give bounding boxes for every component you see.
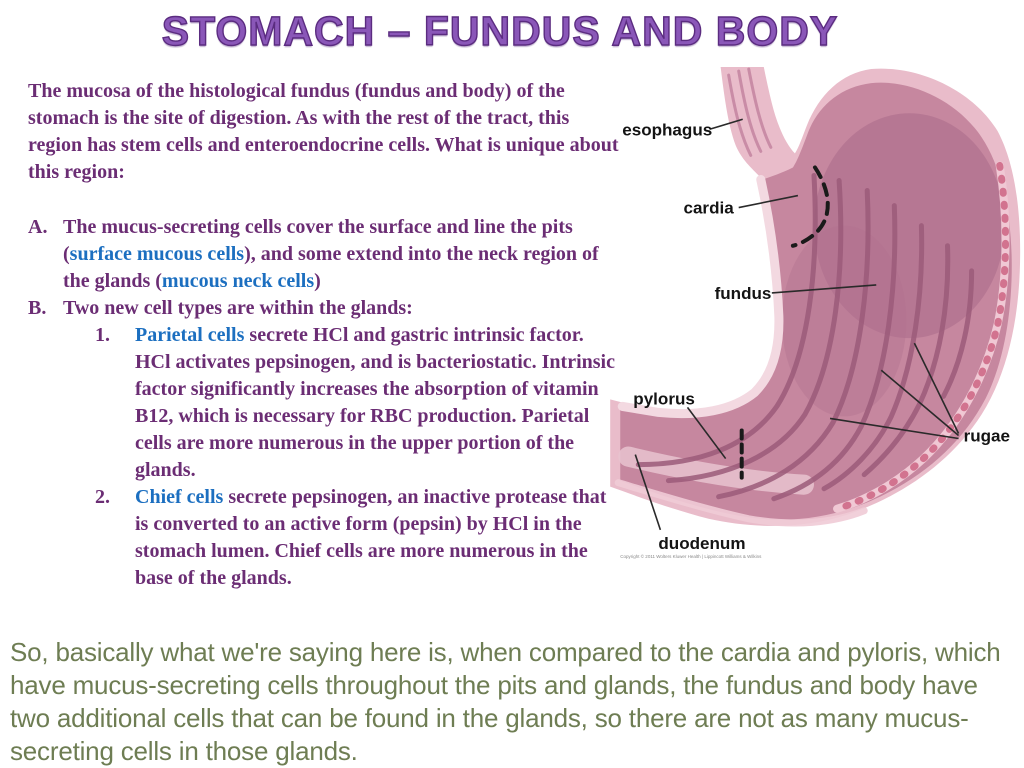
highlight-mucous-neck-cells: mucous neck cells [161,270,315,292]
outline-item-2 [28,484,622,592]
content-column [28,78,622,592]
text-run: secrete HCl and gastric intrinsic factor. HCl activates pepsinogen, and is bacteriostatic. Intrinsic factor significantly increases the absorption of vitamin B12, which is necessary for RBC production. Parietal cells are more numerous in the upper portion of the glands. [135,324,615,481]
outline-item-1 [28,322,622,484]
list-marker-b: B. [28,297,47,319]
label-duodenum: duodenum [658,533,746,553]
label-pylorus: pylorus [633,389,695,409]
text-run: The mucus-secreting cells cover the surface and line the pits ( [63,216,573,265]
label-rugae: rugae [963,426,1010,446]
outline-item-1-text [135,322,622,484]
stomach-figure [608,55,1024,567]
list-marker-2: 2. [95,486,110,508]
label-cardia: cardia [683,198,734,218]
text-run: ), and some extend into the neck region of the glands ( [63,243,599,292]
highlight-chief-cells: Chief cells [135,486,224,508]
page-title: STOMACH – FUNDUS AND BODY [161,8,839,54]
highlight-surface-mucous-cells: surface mucous cells [69,243,245,265]
stomach-illustration [608,55,1024,567]
outline-item-2-text [135,484,622,592]
outline-item-a-text [63,214,622,295]
list-marker-1: 1. [95,324,110,346]
outline-list [28,214,622,592]
list-marker-a: A. [28,216,48,238]
text-run: secrete pepsinogen, an inactive protease that is converted to an active form (pepsin) by HCl in the stomach lumen. Chief cells are more numerous in the base of the glands. [135,486,607,589]
figure-copyright: Copyright © 2011 Wolters Kluwer Health | Lippincott Williams & Wilkins [620,553,762,559]
highlight-parietal-cells: Parietal cells [135,324,245,346]
label-fundus: fundus [714,283,772,303]
outline-item-a [28,214,622,295]
intro-paragraph: The mucosa of the histological fundus (fundus and body) of the stomach is the site of digestion. As with the rest of the tract, this region has stem cells and enteroendocrine cells. What is unique about this region: [28,80,619,183]
outline-item-b-text: Two new cell types are within the glands: [63,297,413,319]
summary-note: So, basically what we're saying here is, when compared to the cardia and pyloris, which have mucus-secreting cells throughout the pits and glands, the fundus and body have two additional cells that can be found in the glands, so there are not as many mucus-secreting cells in those glands. [10,637,1001,766]
outline-item-b [28,295,622,322]
label-esophagus: esophagus [622,120,713,140]
text-run: ) [314,270,321,292]
